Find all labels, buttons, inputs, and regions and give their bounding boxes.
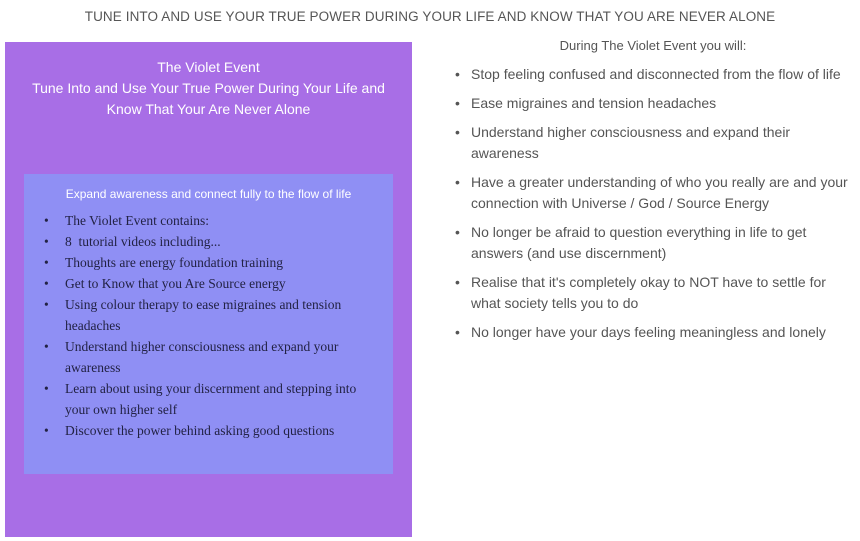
- list-item-text: Understand higher consciousness and expand your awareness: [65, 339, 339, 375]
- list-item: [36, 252, 366, 273]
- bullet-icon: •: [44, 276, 49, 291]
- list-item-text: 8 tutorial videos including...: [65, 234, 221, 249]
- list-item-text: Realise that it's completely okay to NOT have to settle for what society tells you to do: [471, 274, 826, 311]
- list-item: [36, 210, 366, 231]
- bullet-icon: •: [455, 224, 460, 240]
- benefits-list: [445, 64, 855, 343]
- page-heading: TUNE INTO AND USE YOUR TRUE POWER DURING YOUR LIFE AND KNOW THAT YOU ARE NEVER ALONE: [84, 9, 776, 24]
- list-item: [36, 273, 366, 294]
- list-item-text: Thoughts are energy foundation training: [65, 255, 283, 270]
- contents-list: [36, 210, 366, 441]
- list-item: [445, 172, 855, 214]
- contents-heading: Expand awareness and connect fully to the flow of life: [65, 187, 352, 201]
- bullet-icon: •: [44, 339, 49, 354]
- bullet-icon: •: [455, 274, 460, 290]
- list-item: [445, 122, 855, 164]
- list-item: [36, 294, 366, 336]
- bullet-icon: •: [44, 213, 49, 228]
- bullet-icon: •: [44, 297, 49, 312]
- list-item: [445, 64, 855, 85]
- violet-event-panel: [5, 42, 412, 537]
- list-item-text: Discover the power behind asking good questions: [65, 423, 335, 438]
- bullet-icon: •: [44, 255, 49, 270]
- list-item-text: No longer be afraid to question everything in life to get answers (and use discernment): [471, 224, 807, 261]
- contents-box: [24, 174, 393, 474]
- list-item-text: Stop feeling confused and disconnected from the flow of life: [471, 66, 841, 82]
- list-item-text: No longer have your days feeling meaningless and lonely: [471, 324, 826, 340]
- list-item: [36, 231, 366, 252]
- list-item-text: Have a greater understanding of who you really are and your connection with Universe / God / Source Energy: [471, 174, 848, 211]
- bullet-icon: •: [455, 324, 460, 340]
- list-item-text: Understand higher consciousness and expand their awareness: [471, 124, 791, 161]
- bullet-icon: •: [455, 95, 460, 111]
- bullet-icon: •: [455, 66, 460, 82]
- bullet-icon: •: [44, 381, 49, 396]
- list-item: [445, 272, 855, 314]
- list-item-text: Using colour therapy to ease migraines and tension headaches: [65, 297, 342, 333]
- list-item-text: Learn about using your discernment and stepping into your own higher self: [65, 381, 357, 417]
- list-item: [445, 222, 855, 264]
- list-item: [36, 378, 366, 420]
- list-item-text: The Violet Event contains:: [65, 213, 210, 228]
- list-item: [445, 322, 855, 343]
- list-item-text: Ease migraines and tension headaches: [471, 95, 717, 111]
- benefits-section: [445, 36, 855, 351]
- list-item: [445, 93, 855, 114]
- list-item-text: Get to Know that you Are Source energy: [65, 276, 286, 291]
- list-item: [36, 420, 366, 441]
- list-item: [36, 336, 366, 378]
- bullet-icon: •: [44, 234, 49, 249]
- bullet-icon: •: [455, 174, 460, 190]
- bullet-icon: •: [455, 124, 460, 140]
- benefits-heading: During The Violet Event you will:: [559, 38, 747, 53]
- panel-title: The Violet Event: [157, 59, 260, 75]
- bullet-icon: •: [44, 423, 49, 438]
- panel-subtitle: Tune Into and Use Your True Power During Your Life and Know That Your Are Never Alone: [32, 80, 385, 117]
